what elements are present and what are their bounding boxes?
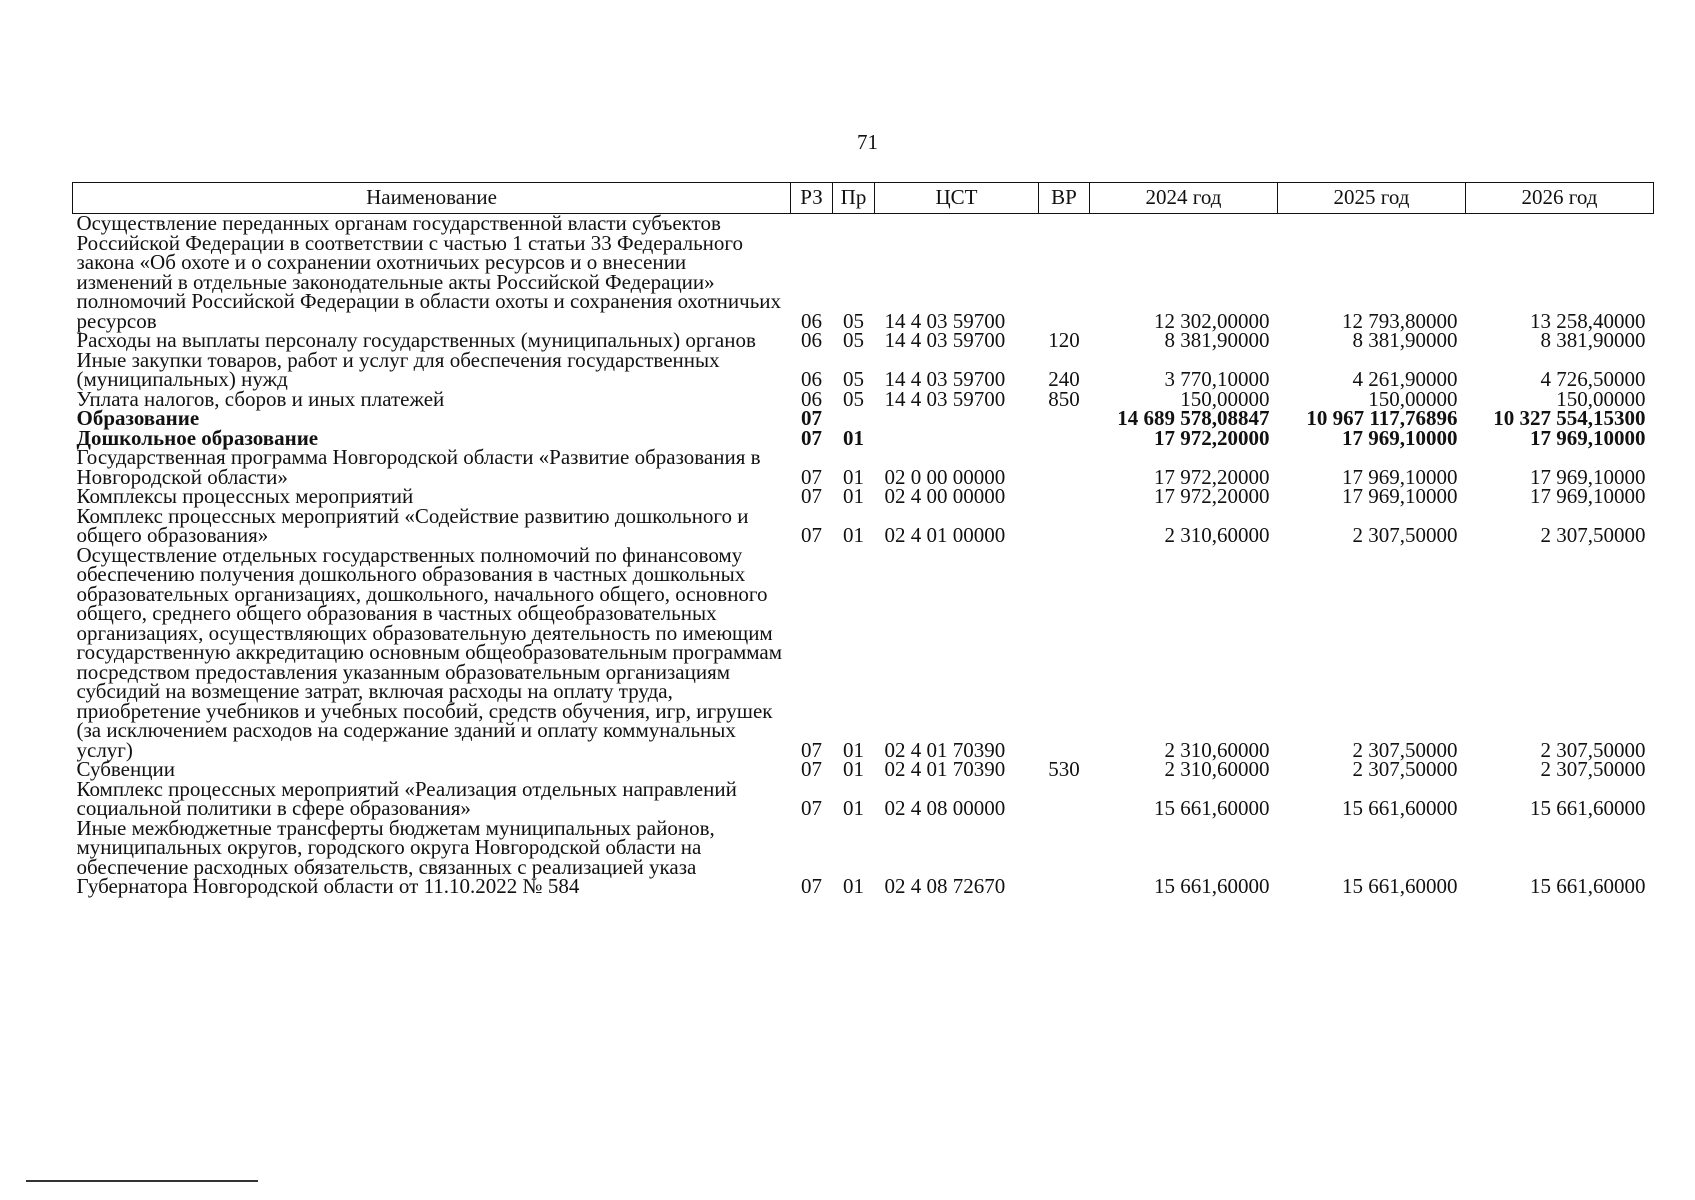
table-row xyxy=(73,214,1654,332)
row-name: Осуществление переданных органам государственной власти субъектов Российской Федерации в соответствии с частью 1 статьи 33 Федерального закона «Об охоте и о сохранении охотничьих ресурсов и о внесении изменений в отдельные законодательные акты Российской Федерации» полномочий Российской Федерации в области охоты и сохранения охотничьих ресурсов xyxy=(76,211,782,333)
row-cst: 14 4 03 59700 xyxy=(884,328,1006,352)
header-rz: РЗ xyxy=(791,183,833,214)
row-2026: 15 661,60000 xyxy=(1530,874,1646,898)
row-cst: 02 4 00 00000 xyxy=(884,484,1006,508)
row-pr: 01 xyxy=(843,796,864,820)
row-rz: 07 xyxy=(801,796,822,820)
table-body xyxy=(73,211,1654,898)
row-2026: 17 969,10000 xyxy=(1530,425,1646,450)
row-2024: 15 661,60000 xyxy=(1154,874,1270,898)
row-name: Государственная программа Новгородской области «Развитие образования в Новгородской области» xyxy=(76,445,761,489)
row-2025: 12 793,80000 xyxy=(1342,308,1458,333)
row-name: Дошкольное образование xyxy=(76,425,319,450)
row-vr xyxy=(1039,487,1090,507)
row-2024: 14 689 578,08847 xyxy=(1117,406,1270,430)
row-name: Комплексы процессных мероприятий xyxy=(76,484,414,508)
row-vr xyxy=(1039,214,1090,332)
row-2024: 17 972,20000 xyxy=(1154,425,1270,450)
row-2024: 2 310,60000 xyxy=(1164,737,1270,762)
row-2026: 8 381,90000 xyxy=(1540,328,1646,352)
header-cst: ЦСТ xyxy=(875,183,1039,214)
row-vr xyxy=(1039,546,1090,761)
row-rz: 06 xyxy=(801,386,822,411)
row-rz: 07 xyxy=(801,484,822,508)
row-pr: 01 xyxy=(843,737,864,762)
row-2024: 8 381,90000 xyxy=(1164,328,1270,352)
row-vr xyxy=(1039,409,1090,429)
row-2026: 17 969,10000 xyxy=(1530,484,1646,508)
row-2026: 13 258,40000 xyxy=(1530,308,1646,333)
row-rz: 06 xyxy=(801,308,822,333)
table-row xyxy=(73,351,1654,390)
row-2025: 2 307,50000 xyxy=(1352,757,1458,781)
row-name: Осуществление отдельных государственных полномочий по финансовому обеспечению получения дошкольного образования в частных дошкольных образовательных организациях, дошкольного, начального общего, основного общего, среднего общего образования в частных общеобразовательных организациях, осуществляющих образовательную деятельность по имеющим государственную аккредитацию основным общеобразовательным программам посредством предоставления указанным образовательным организациям субсидий на возмещение затрат, включая расходы на оплату труда, приобретение учебников и учебных пособий, средств обучения, игр, игрушек (за исключением расходов на содержание зданий и оплату коммунальных услуг) xyxy=(76,542,783,762)
footer-divider xyxy=(26,1180,258,1182)
row-2026: 10 327 554,15300 xyxy=(1493,406,1646,430)
row-cst: 14 4 03 59700 xyxy=(884,367,1006,391)
row-2026: 15 661,60000 xyxy=(1530,796,1646,820)
row-cst: 14 4 03 59700 xyxy=(884,386,1006,411)
table-row xyxy=(73,780,1654,819)
budget-table xyxy=(72,182,1654,897)
row-2024: 3 770,10000 xyxy=(1164,367,1270,391)
row-vr: 120 xyxy=(1048,328,1080,352)
table-row xyxy=(73,507,1654,546)
header-name: Наименование xyxy=(73,183,791,214)
row-pr: 05 xyxy=(843,367,864,391)
header-2024: 2024 год xyxy=(1090,183,1278,214)
row-pr: 01 xyxy=(843,874,864,898)
row-rz: 06 xyxy=(801,367,822,391)
row-vr: 240 xyxy=(1048,367,1080,391)
row-pr: 01 xyxy=(843,425,864,450)
row-2025: 2 307,50000 xyxy=(1352,737,1458,762)
row-2024: 2 310,60000 xyxy=(1164,523,1270,547)
row-vr xyxy=(1039,448,1090,487)
page-number: 71 xyxy=(857,130,878,154)
row-2024: 17 972,20000 xyxy=(1154,484,1270,508)
row-rz: 07 xyxy=(801,425,822,450)
row-name: Иные закупки товаров, работ и услуг для обеспечения государственных (муниципальных) нужд xyxy=(76,347,720,391)
row-2026: 17 969,10000 xyxy=(1530,464,1646,489)
table-row xyxy=(73,819,1654,897)
row-2025: 15 661,60000 xyxy=(1342,874,1458,898)
row-pr: 01 xyxy=(843,757,864,781)
row-name: Образование xyxy=(76,406,200,430)
row-2025: 17 969,10000 xyxy=(1342,464,1458,489)
row-2026: 2 307,50000 xyxy=(1540,737,1646,762)
row-2025: 4 261,90000 xyxy=(1352,367,1458,391)
row-2025: 150,00000 xyxy=(1368,386,1458,411)
row-cst xyxy=(875,429,1039,449)
row-pr: 05 xyxy=(843,386,864,411)
row-cst: 02 4 08 72670 xyxy=(884,874,1006,898)
header-pr: Пр xyxy=(833,183,875,214)
table-row xyxy=(73,448,1654,487)
row-2026: 2 307,50000 xyxy=(1540,523,1646,547)
row-vr: 530 xyxy=(1048,757,1080,781)
row-2024: 17 972,20000 xyxy=(1154,464,1270,489)
row-vr xyxy=(1039,507,1090,546)
row-rz: 07 xyxy=(801,406,822,430)
header-2026: 2026 год xyxy=(1466,183,1654,214)
row-pr: 01 xyxy=(843,464,864,489)
row-pr: 05 xyxy=(843,328,864,352)
row-name: Комплекс процессных мероприятий «Реализация отдельных направлений социальной политики в сфере образования» xyxy=(76,776,737,820)
row-vr xyxy=(1039,780,1090,819)
row-rz: 07 xyxy=(801,874,822,898)
row-vr xyxy=(1039,819,1090,897)
row-pr: 01 xyxy=(843,484,864,508)
row-cst: 02 4 01 70390 xyxy=(884,737,1006,762)
row-rz: 07 xyxy=(801,523,822,547)
row-cst xyxy=(875,409,1039,429)
row-pr: 05 xyxy=(843,308,864,333)
header-vr: ВР xyxy=(1039,183,1090,214)
row-rz: 07 xyxy=(801,737,822,762)
row-2025: 17 969,10000 xyxy=(1342,425,1458,450)
row-cst: 14 4 03 59700 xyxy=(884,308,1006,333)
row-rz: 06 xyxy=(801,328,822,352)
row-2024: 150,00000 xyxy=(1180,386,1270,411)
row-vr: 850 xyxy=(1048,386,1080,411)
row-2025: 10 967 117,76896 xyxy=(1306,406,1458,430)
row-2024: 2 310,60000 xyxy=(1164,757,1270,781)
row-rz: 07 xyxy=(801,464,822,489)
table-header xyxy=(73,183,1654,214)
row-2025: 2 307,50000 xyxy=(1352,523,1458,547)
row-pr: 01 xyxy=(843,523,864,547)
row-2026: 4 726,50000 xyxy=(1540,367,1646,391)
row-name: Комплекс процессных мероприятий «Содействие развитию дошкольного и общего образования» xyxy=(76,503,749,547)
header-2025: 2025 год xyxy=(1278,183,1466,214)
row-2024: 15 661,60000 xyxy=(1154,796,1270,820)
row-cst: 02 0 00 00000 xyxy=(884,464,1006,489)
row-2025: 8 381,90000 xyxy=(1352,328,1458,352)
row-name: Расходы на выплаты персоналу государственных (муниципальных) органов xyxy=(76,328,756,352)
row-2024: 12 302,00000 xyxy=(1154,308,1270,333)
row-rz: 07 xyxy=(801,757,822,781)
row-2026: 2 307,50000 xyxy=(1540,757,1646,781)
row-name: Иные межбюджетные трансферты бюджетам муниципальных районов, муниципальных округов, городского округа Новгородской области на обеспечение расходных обязательств, связанных с реализацией указа Губернатора Новгородской области от 11.10.2022 № 584 xyxy=(76,815,715,898)
row-vr xyxy=(1039,429,1090,449)
table-row xyxy=(73,546,1654,761)
row-2025: 17 969,10000 xyxy=(1342,484,1458,508)
row-name: Субвенции xyxy=(76,757,175,781)
row-2025: 15 661,60000 xyxy=(1342,796,1458,820)
row-cst: 02 4 08 00000 xyxy=(884,796,1006,820)
row-cst: 02 4 01 70390 xyxy=(884,757,1006,781)
row-name: Уплата налогов, сборов и иных платежей xyxy=(76,386,445,411)
row-cst: 02 4 01 00000 xyxy=(884,523,1006,547)
row-2026: 150,00000 xyxy=(1556,386,1646,411)
